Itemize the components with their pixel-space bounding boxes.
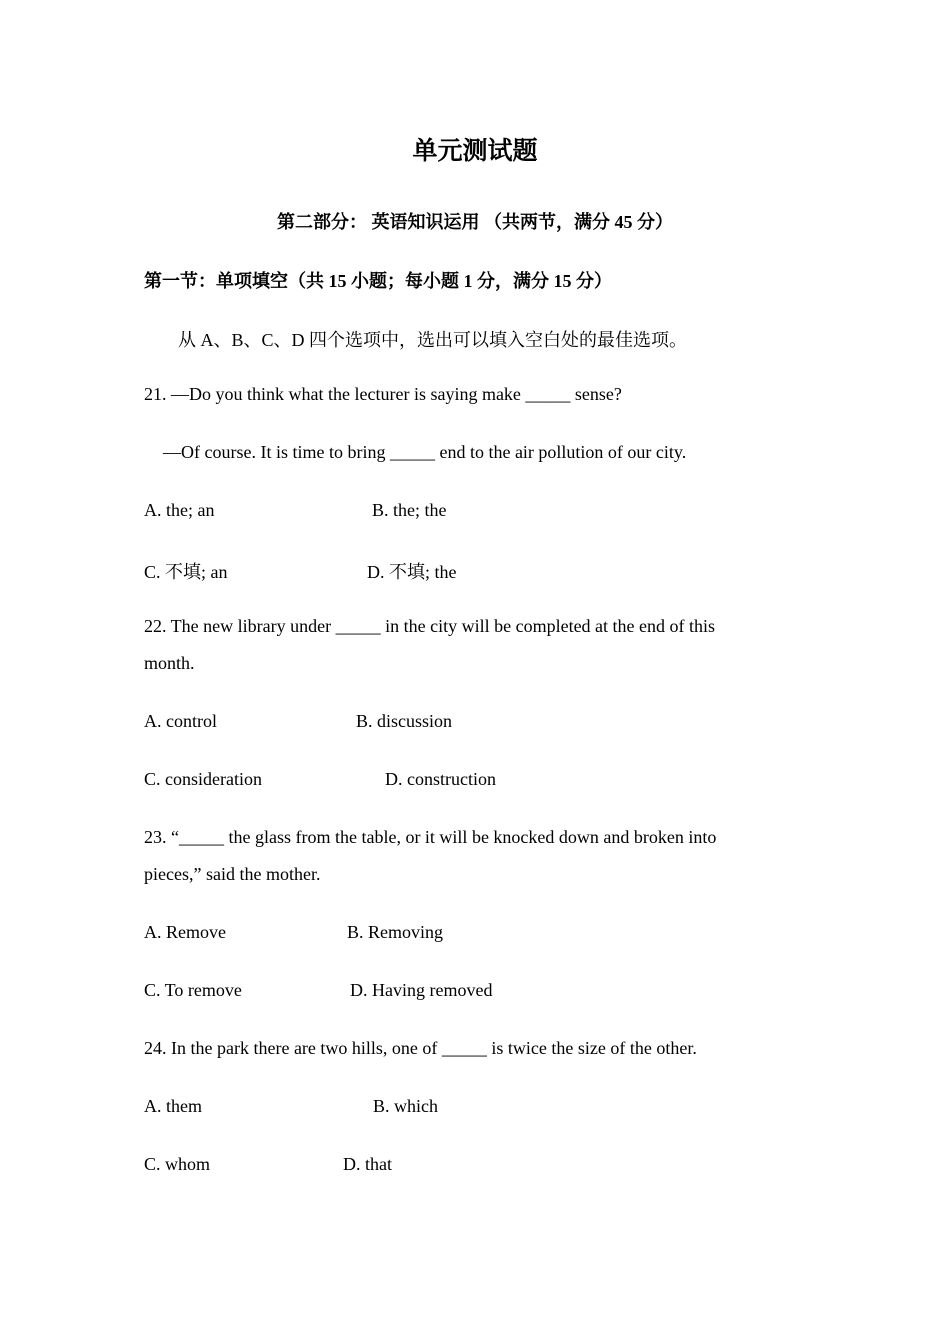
section-heading: 第一节：单项填空（共 15 小题；每小题 1 分，满分 15 分） xyxy=(144,271,612,291)
option-b: B. discussion xyxy=(356,711,453,731)
option-b: B. which xyxy=(373,1096,438,1116)
option-c: C. To remove xyxy=(144,980,242,1000)
question-stem-reply: —Of course. It is time to bring _____ end to the air pollution of our city. xyxy=(163,442,687,462)
instruction-text: 从 A、B、C、D 四个选项中，选出可以填入空白处的最佳选项。 xyxy=(178,330,688,350)
question-stem-continued: month. xyxy=(144,653,195,673)
document-title: 单元测试题 xyxy=(412,138,538,165)
option-a: A. control xyxy=(144,711,217,731)
option-c: C. 不填; an xyxy=(144,562,228,582)
option-d: D. that xyxy=(343,1154,392,1174)
option-c: C. whom xyxy=(144,1154,211,1174)
option-a: A. Remove xyxy=(144,922,226,942)
question-stem-continued: pieces,” said the mother. xyxy=(144,864,321,884)
option-d: D. Having removed xyxy=(350,980,493,1000)
question-stem: 21. —Do you think what the lecturer is saying make _____ sense? xyxy=(144,384,622,404)
question-stem: 24. In the park there are two hills, one of _____ is twice the size of the other. xyxy=(144,1038,697,1058)
part-heading: 第二部分： 英语知识运用 （共两节，满分 45 分） xyxy=(277,212,673,232)
option-c: C. consideration xyxy=(144,769,262,789)
question-stem: 23. “_____ the glass from the table, or it will be knocked down and broken into xyxy=(144,827,717,847)
option-a: A. them xyxy=(144,1096,202,1116)
option-b: B. Removing xyxy=(347,922,444,942)
option-d: D. 不填; the xyxy=(367,562,457,582)
option-b: B. the; the xyxy=(372,500,447,520)
option-d: D. construction xyxy=(385,769,496,789)
option-a: A. the; an xyxy=(144,500,215,520)
question-stem: 22. The new library under _____ in the city will be completed at the end of this xyxy=(144,616,716,636)
